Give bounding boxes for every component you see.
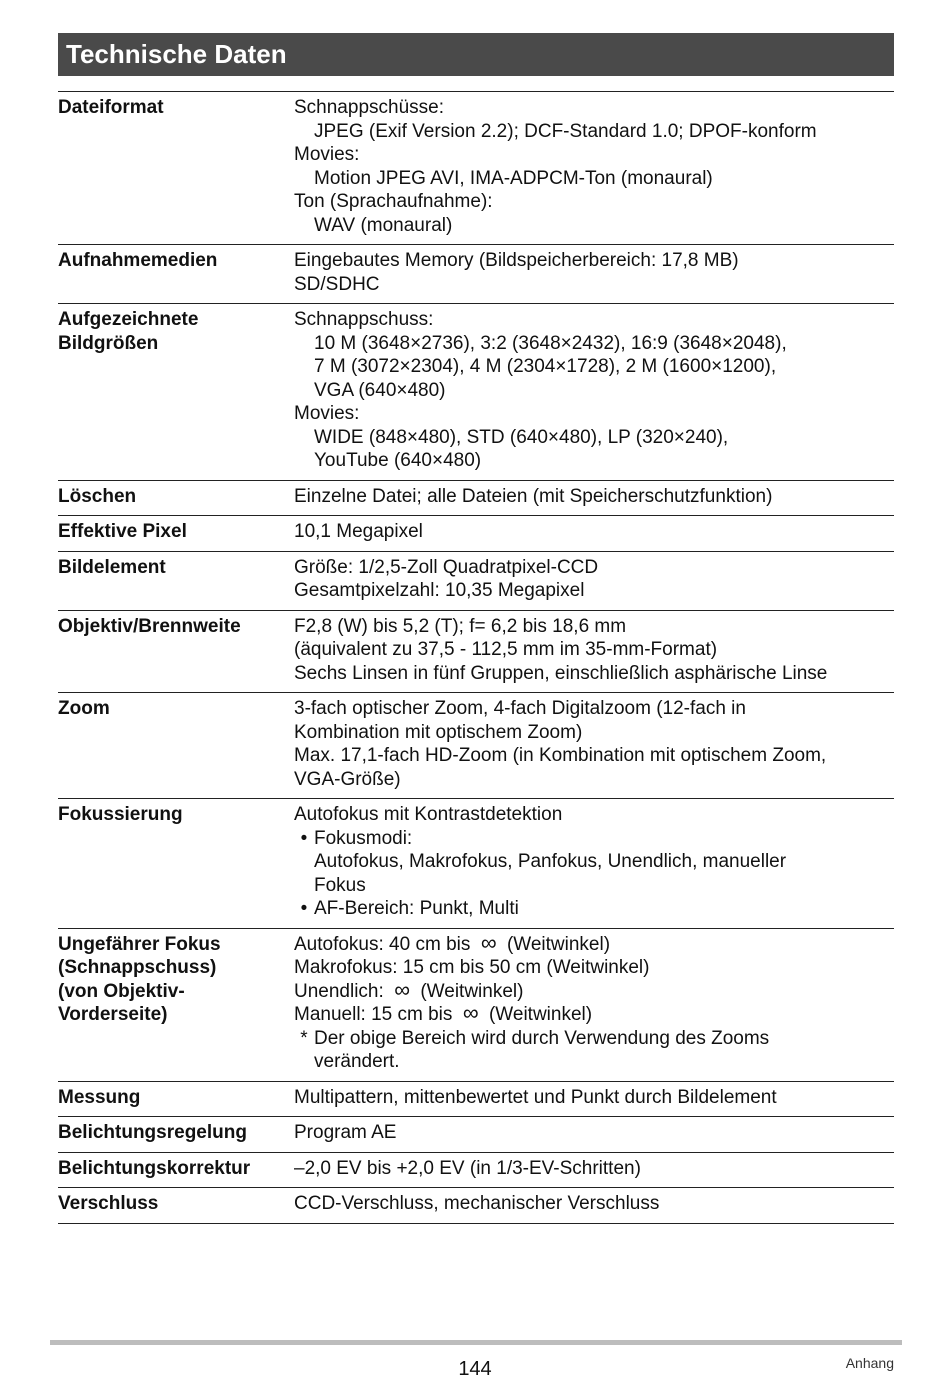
bullet-mark: •	[300, 827, 308, 849]
spec-line: SD/SDHC	[294, 273, 380, 295]
spec-row	[58, 304, 894, 481]
spec-label: Zoom	[58, 698, 110, 719]
spec-line-text: Manuell: 15 cm bis	[294, 1004, 453, 1025]
page-number: 144	[458, 1358, 492, 1380]
spec-line-text: Unendlich:	[294, 980, 384, 1002]
spec-label: Belichtungsregelung	[58, 1122, 247, 1143]
spec-line: WAV (monaural)	[314, 214, 453, 236]
spec-line	[294, 1027, 894, 1051]
spec-line: Sechs Linsen in fünf Gruppen, einschließlich asphärische Linse	[294, 662, 828, 684]
spec-row	[58, 1188, 894, 1224]
spec-line: Max. 17,1-fach HD-Zoom (in Kombination mit optischem Zoom,	[294, 745, 827, 766]
spec-line: Autofokus mit Kontrastdetektion	[294, 804, 563, 825]
spec-line: WIDE (848×480), STD (640×480), LP (320×240),	[314, 426, 729, 448]
spec-label: Dateiformat	[58, 97, 164, 118]
spec-label: Fokussierung	[58, 804, 183, 825]
spec-line: F2,8 (W) bis 5,2 (T); f= 6,2 bis 18,6 mm	[294, 615, 627, 637]
spec-line	[294, 897, 894, 921]
spec-row	[58, 693, 894, 799]
spec-line: VGA (640×480)	[314, 379, 446, 401]
spec-value	[294, 520, 894, 544]
spec-line	[294, 929, 894, 957]
spec-line-text: (Weitwinkel)	[488, 1004, 593, 1025]
bullet-text: AF-Bereich: Punkt, Multi	[314, 898, 519, 919]
spec-line: Motion JPEG AVI, IMA-ADPCM-Ton (monaural)	[314, 167, 713, 189]
spec-value	[294, 1192, 894, 1216]
spec-line-text: Autofokus: 40 cm bis	[294, 933, 471, 955]
page-title: Technische Daten	[66, 39, 287, 69]
spec-line: Ton (Sprachaufnahme):	[294, 191, 493, 212]
spec-line	[294, 827, 894, 851]
spec-label: Löschen	[58, 485, 137, 507]
spec-line: CCD-Verschluss, mechanischer Verschluss	[294, 1193, 660, 1214]
spec-line: Gesamtpixelzahl: 10,35 Megapixel	[294, 580, 585, 601]
spec-line: 10 M (3648×2736), 3:2 (3648×2432), 16:9 (3648×2048),	[314, 332, 787, 354]
spec-row	[58, 1117, 894, 1153]
spec-value	[294, 697, 894, 791]
spec-label: Belichtungskorrektur	[58, 1157, 251, 1179]
spec-value	[294, 308, 894, 473]
spec-line: Eingebautes Memory (Bildspeicherbereich: 17,8 MB)	[294, 250, 739, 271]
spec-line	[294, 1000, 894, 1027]
bullet-text: Der obige Bereich wird durch Verwendung des Zooms	[314, 1027, 770, 1049]
spec-line: Schnappschüsse:	[294, 97, 444, 118]
spec-line: Movies:	[294, 144, 360, 165]
spec-label: Messung	[58, 1086, 141, 1108]
spec-line: Einzelne Datei; alle Dateien (mit Speicherschutzfunktion)	[294, 485, 773, 507]
spec-table	[58, 91, 894, 1224]
spec-row	[58, 516, 894, 552]
bullet-mark: •	[300, 898, 308, 919]
infinity-icon: ∞	[394, 976, 410, 1002]
spec-value	[294, 1121, 894, 1145]
spec-row	[58, 799, 894, 929]
spec-line: Schnappschuss:	[294, 309, 434, 330]
spec-value	[294, 485, 894, 509]
spec-value	[294, 1157, 894, 1181]
spec-value	[294, 96, 894, 237]
spec-line: 7 M (3072×2304), 4 M (2304×1728), 2 M (1600×1200),	[314, 356, 777, 377]
spec-row	[58, 929, 894, 1082]
spec-value	[294, 803, 894, 921]
spec-label: Aufgezeichnete Bildgrößen	[58, 309, 199, 354]
bullet-mark: *	[300, 1027, 308, 1049]
spec-line: Fokus	[314, 874, 366, 896]
spec-row	[58, 552, 894, 611]
spec-line: Autofokus, Makrofokus, Panfokus, Unendlich, manueller	[314, 851, 787, 872]
spec-line: (äquivalent zu 37,5 - 112,5 mm im 35-mm-Format)	[294, 639, 718, 660]
spec-label: Aufnahmemedien	[58, 250, 218, 271]
spec-value	[294, 249, 894, 296]
spec-label: Bildelement	[58, 556, 166, 578]
spec-row	[58, 1153, 894, 1189]
spec-row	[58, 245, 894, 304]
spec-line: Program AE	[294, 1122, 397, 1143]
spec-line: Größe: 1/2,5-Zoll Quadratpixel-CCD	[294, 556, 599, 578]
spec-line	[294, 976, 894, 1004]
spec-label: Objektiv/Brennweite	[58, 615, 241, 637]
spec-label: Effektive Pixel	[58, 521, 187, 542]
infinity-icon: ∞	[480, 929, 497, 955]
spec-line: Multipattern, mittenbewertet und Punkt durch Bildelement	[294, 1086, 777, 1108]
spec-line: verändert.	[314, 1051, 400, 1072]
spec-line-text: (Weitwinkel)	[506, 933, 611, 955]
spec-line-text: (Weitwinkel)	[420, 980, 524, 1002]
spec-line: 10,1 Megapixel	[294, 521, 423, 542]
spec-value	[294, 929, 894, 1074]
spec-label: Verschluss	[58, 1193, 159, 1214]
spec-line: Kombination mit optischem Zoom)	[294, 721, 583, 743]
spec-line: –2,0 EV bis +2,0 EV (in 1/3-EV-Schritten)	[294, 1157, 641, 1179]
spec-value	[294, 1086, 894, 1110]
spec-line: VGA-Größe)	[294, 768, 401, 790]
spec-value	[294, 556, 894, 603]
spec-line: Movies:	[294, 403, 360, 424]
spec-row	[58, 92, 894, 245]
spec-label: Ungefährer Fokus (Schnappschuss) (von Objektiv- Vorderseite)	[58, 933, 221, 1025]
spec-line: Makrofokus: 15 cm bis 50 cm (Weitwinkel)	[294, 957, 650, 978]
spec-row	[58, 611, 894, 694]
spec-row	[58, 481, 894, 517]
spec-line: 3-fach optischer Zoom, 4-fach Digitalzoom (12-fach in	[294, 698, 746, 719]
spec-value	[294, 615, 894, 686]
bullet-text: Fokusmodi:	[314, 827, 413, 849]
spec-line: YouTube (640×480)	[314, 450, 482, 471]
spec-line: JPEG (Exif Version 2.2); DCF-Standard 1.0; DPOF-konform	[314, 120, 817, 142]
section-title-bar	[58, 33, 894, 76]
footer-rule	[50, 1340, 902, 1345]
infinity-icon: ∞	[462, 1000, 479, 1025]
section-label: Anhang	[845, 1355, 894, 1371]
spec-row	[58, 1082, 894, 1118]
